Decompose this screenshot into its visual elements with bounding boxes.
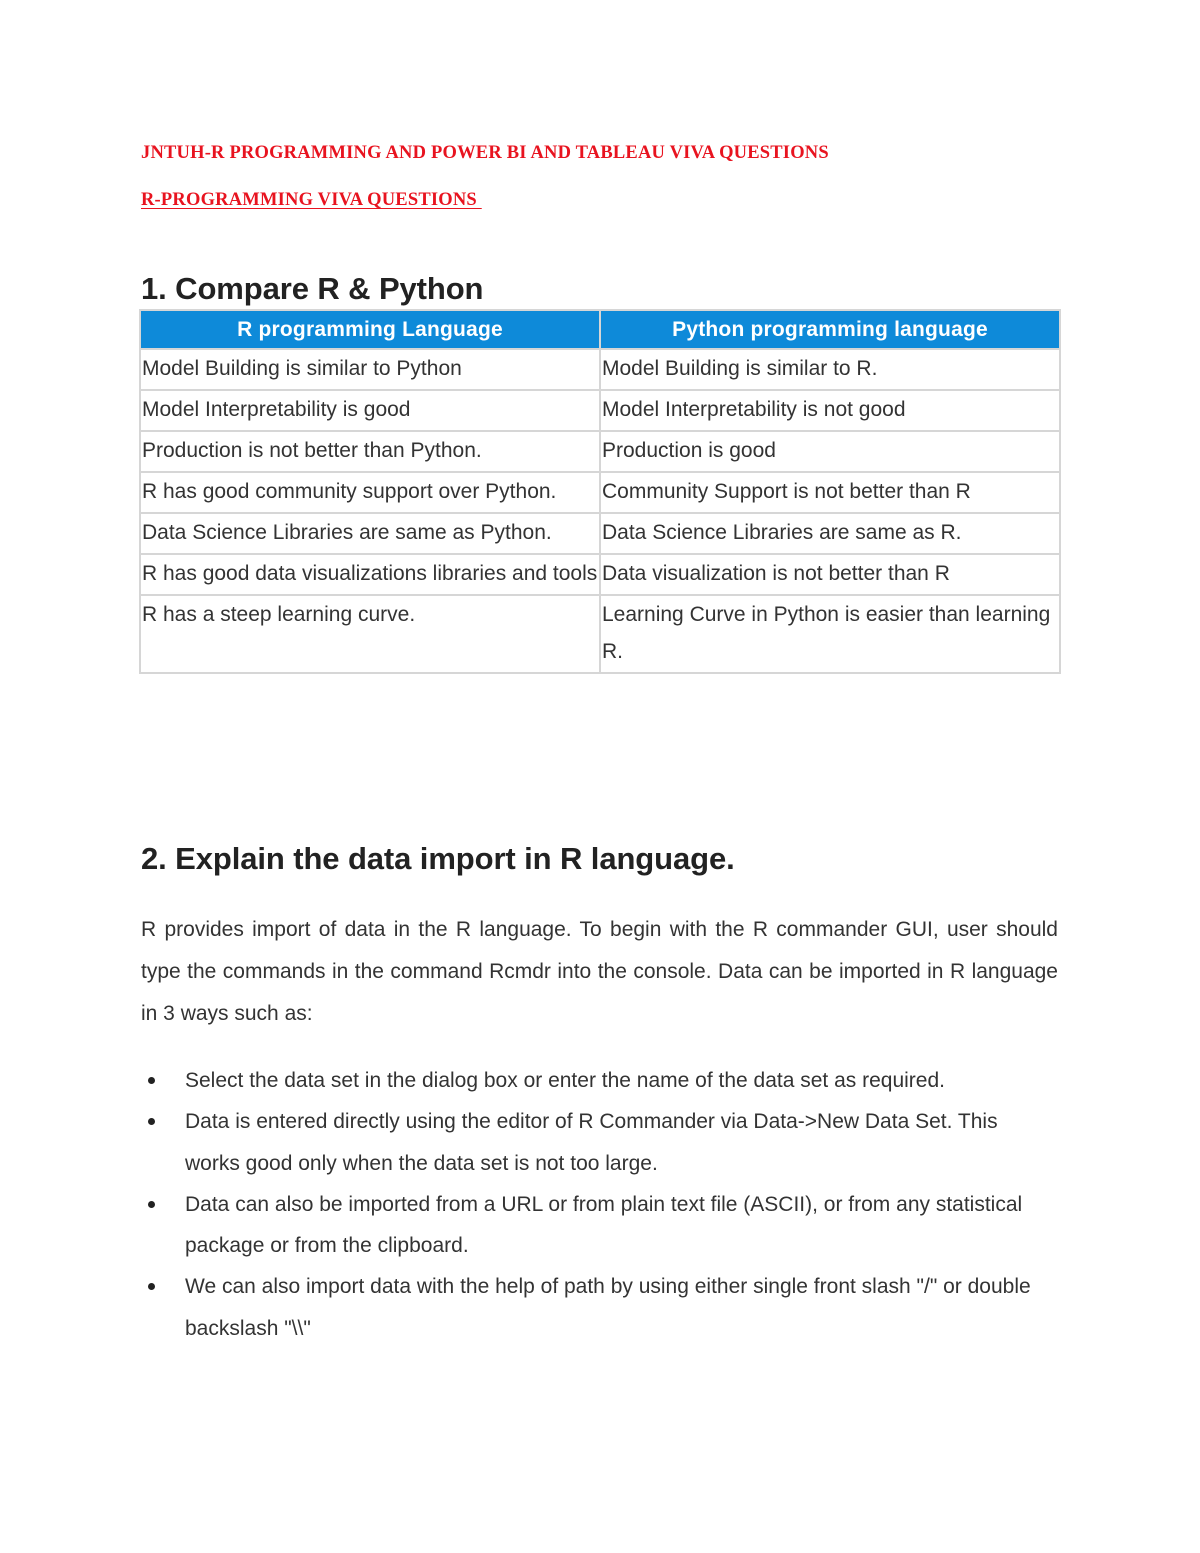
table-cell-python: Production is good [600, 431, 1060, 472]
list-item-text: We can also import data with the help of path by using either single front slash "/" or double backslash "\\" [185, 1275, 1031, 1340]
comparison-table [139, 309, 1061, 674]
table-cell-python: Model Building is similar to R. [600, 349, 1060, 390]
section-subtitle: R-PROGRAMMING VIVA QUESTIONS [141, 190, 482, 210]
table-row [140, 513, 1060, 554]
table-row [140, 595, 1060, 673]
table-cell-python: Community Support is not better than R [600, 472, 1060, 513]
table-header-row [140, 310, 1060, 349]
list-item-text: Data is entered directly using the editor of R Commander via Data->New Data Set. This works good only when the data set is not too large. [185, 1110, 998, 1175]
question-1-heading: 1. Compare R & Python [141, 271, 484, 306]
list-item [141, 1060, 1058, 1101]
table-cell-r: R has good data visualizations libraries and tools [140, 554, 600, 595]
table-cell-python: Data visualization is not better than R [600, 554, 1060, 595]
bullet-icon [148, 1201, 155, 1208]
table-cell-python: Learning Curve in Python is easier than learning R. [600, 595, 1060, 673]
question-2-paragraph: R provides import of data in the R language. To begin with the R commander GUI, user should type the commands in the command Rcmdr into the console. Data can be imported in R language in 3 ways such as: [141, 918, 1058, 1025]
list-item [141, 1101, 1058, 1184]
bullet-icon [148, 1118, 155, 1125]
table-cell-r: Model Building is similar to Python [140, 349, 600, 390]
table-cell-r: Model Interpretability is good [140, 390, 600, 431]
table-cell-r: R has good community support over Python. [140, 472, 600, 513]
list-item-text: Data can also be imported from a URL or from plain text file (ASCII), or from any statistical package or from the clipboard. [185, 1192, 1023, 1258]
table-row [140, 390, 1060, 431]
table-row [140, 349, 1060, 390]
table-row [140, 554, 1060, 595]
table-cell-python: Data Science Libraries are same as R. [600, 513, 1060, 554]
table-row [140, 472, 1060, 513]
table-cell-r: R has a steep learning curve. [140, 595, 600, 673]
header-python-language: Python programming language [600, 310, 1060, 349]
list-item [141, 1266, 1058, 1349]
list-item [141, 1184, 1058, 1267]
bullet-icon [148, 1283, 155, 1290]
table-cell-r: Data Science Libraries are same as Python. [140, 513, 600, 554]
bullet-icon [148, 1077, 155, 1084]
question-2-heading: 2. Explain the data import in R language. [141, 841, 735, 876]
table-row [140, 431, 1060, 472]
list-item-text: Select the data set in the dialog box or enter the name of the data set as required. [185, 1069, 945, 1092]
page-title: JNTUH-R PROGRAMMING AND POWER BI AND TABLEAU VIVA QUESTIONS [141, 143, 829, 163]
header-r-language: R programming Language [140, 310, 600, 349]
table-cell-python: Model Interpretability is not good [600, 390, 1060, 431]
import-methods-list [141, 1060, 1058, 1349]
table-cell-r: Production is not better than Python. [140, 431, 600, 472]
